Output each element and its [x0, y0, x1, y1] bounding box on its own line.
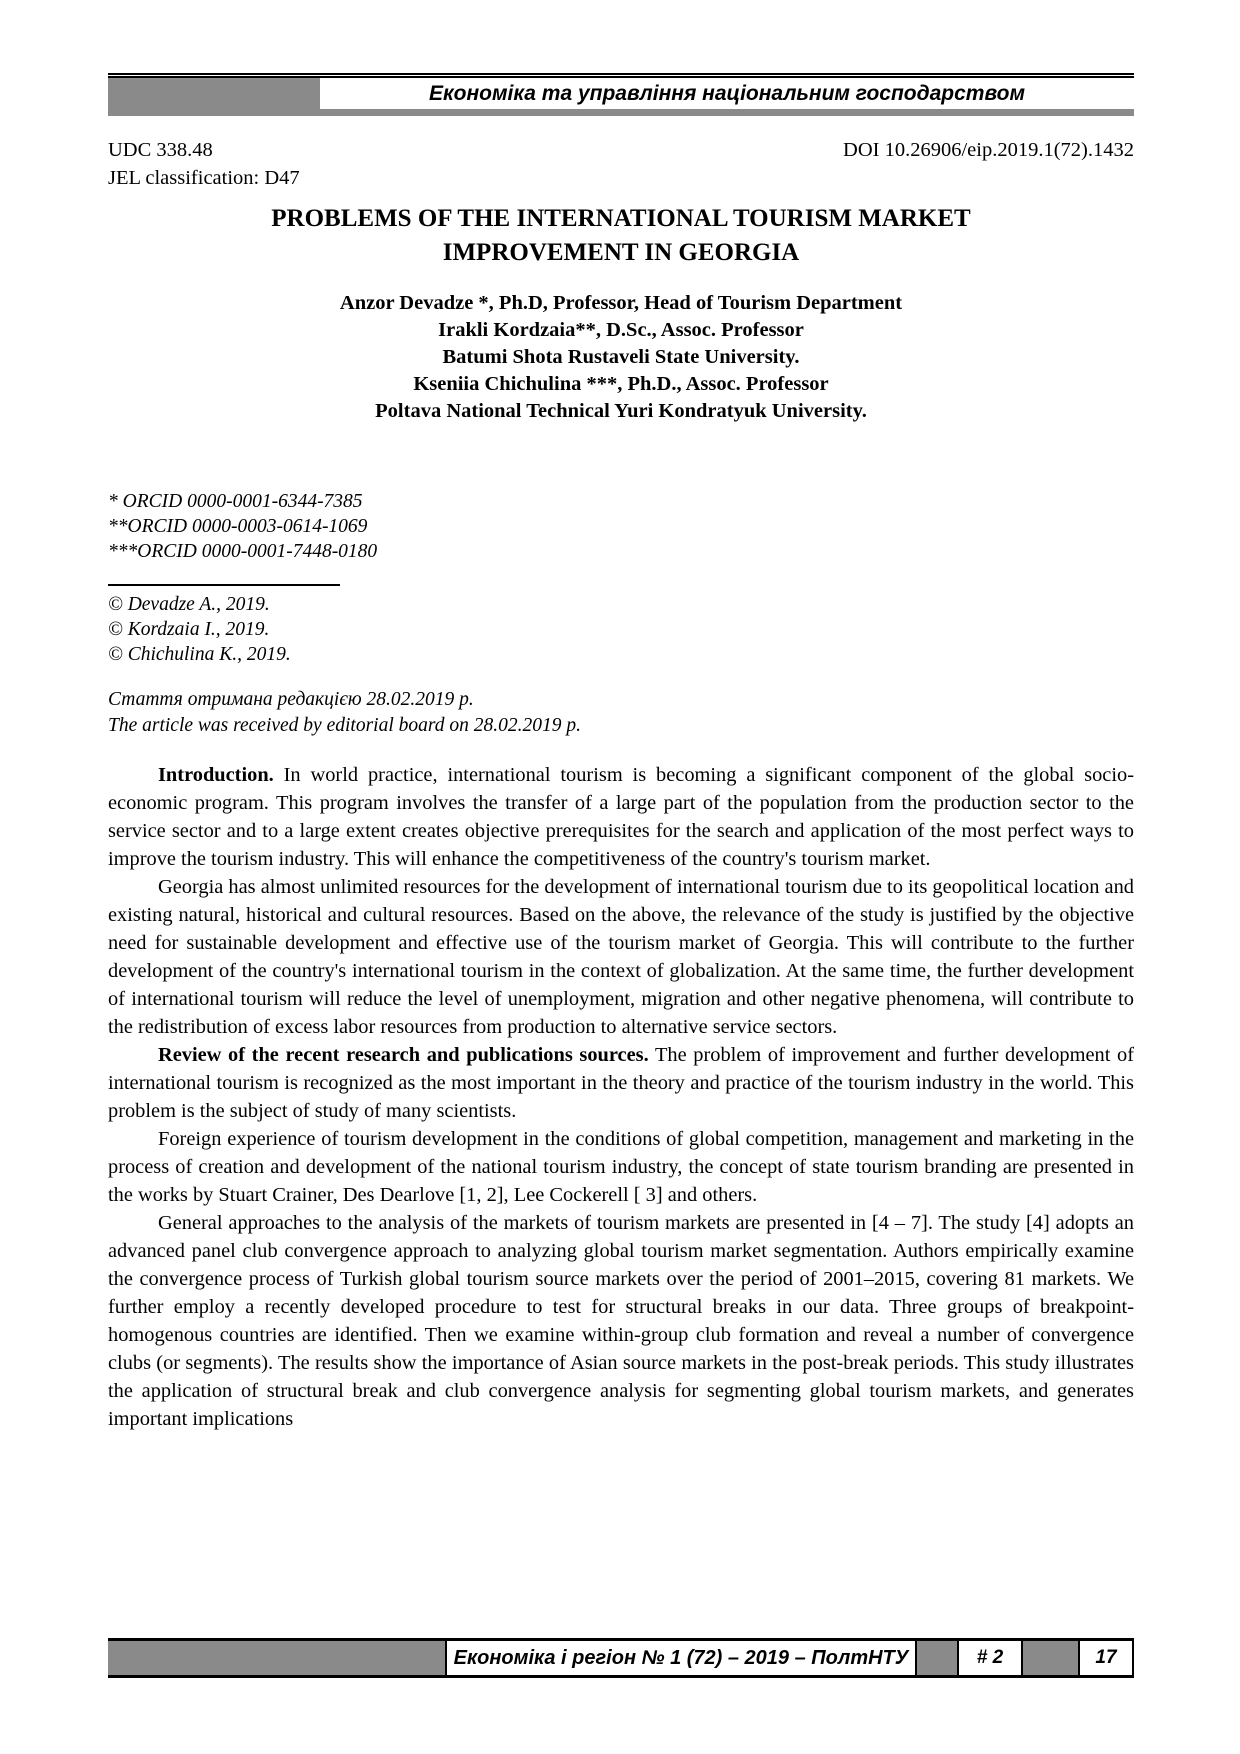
author-affiliation: Batumi Shota Rustaveli State University.: [442, 346, 800, 368]
author-line: Anzor Devadze *, Ph.D, Professor, Head of Tourism Department: [339, 292, 903, 314]
article-title-line1: PROBLEMS OF THE INTERNATIONAL TOURISM MARKET: [271, 205, 971, 232]
author-affiliation: Poltava National Technical Yuri Kondratyuk University.: [375, 400, 867, 422]
received-date-uk: Стаття отримана редакцією 28.02.2019 р.: [108, 689, 474, 710]
paragraph-text: In world practice, international tourism is becoming a significant component of the global socio-economic program. This program involves the transfer of a large part of the population from the production sector to the service sector and to a large extent creates objective prerequisites for the search and application of the most perfect ways to improve the tourism industry. This will enhance the competitiveness of the country's tourism market.: [108, 764, 1134, 870]
paragraph-lead: Review of the recent research and publications sources.: [158, 1044, 649, 1066]
authors-block: [108, 290, 1134, 425]
section-title: Економіка та управління національним господарством: [429, 82, 1025, 105]
copyright-block: [108, 592, 1134, 667]
paragraph-introduction: [108, 761, 1134, 873]
doi: DOI 10.26906/eip.2019.1(72).1432: [843, 139, 1134, 161]
jel-classification: JEL classification: D47: [108, 167, 300, 189]
footer-gray-spacer: [917, 1641, 957, 1675]
paragraph: [108, 873, 1134, 1041]
author-line: Irakli Kordzaia**, D.Sc., Assoc. Professor: [438, 319, 804, 341]
orcid-line: ***ORCID 0000-0001-7448-0180: [108, 541, 378, 562]
paragraph-lead: Introduction.: [158, 764, 274, 786]
received-date-en: The article was received by editorial board on 28.02.2019 р.: [108, 715, 581, 736]
footer-journal-title: Економіка і регіон № 1 (72) – 2019 – ПолтНТУ: [445, 1641, 917, 1675]
footer-page-number: 17: [1078, 1641, 1134, 1675]
paragraph-text: General approaches to the analysis of the markets of tourism markets are presented in [4 – 7]. The study [4] adopts an advanced panel club convergence approach to analyzing global tourism market segmentation. Authors empirically examine the convergence process of Turkish global tourism source markets over the period of 2001–2015, covering 81 markets. We further employ a recently developed procedure to test for structural breaks in our data. Three groups of breakpoint-homogenous countries are identified. Then we examine within-group club formation and reveal a number of convergence clubs (or segments). The results show the importance of Asian source markets in the post-break periods. This study illustrates the application of structural break and club convergence analysis for segmenting global tourism markets, and generates important implications: [108, 1212, 1134, 1430]
header-gray-block: [108, 78, 320, 109]
udc-code: UDC 338.48: [108, 139, 213, 161]
paragraph-text: The problem of improvement and further development of international tourism is recognized as the most important in the theory and practice of the tourism industry in the world. This problem is the subject of study of many scientists.: [108, 1044, 1135, 1122]
running-head: [108, 73, 1134, 116]
received-block: [108, 687, 1134, 739]
paragraph-review: [108, 1041, 1134, 1125]
running-head-band: [108, 78, 1134, 109]
copyright-line: © Chichulina K., 2019.: [108, 644, 291, 665]
article-body: [108, 761, 1134, 1433]
footer-gray-spacer: [1023, 1641, 1078, 1675]
page-footer: [108, 1638, 1134, 1678]
orcid-line: **ORCID 0000-0003-0614-1069: [108, 516, 368, 537]
classification-block: [108, 136, 300, 192]
header-gray-rule: [108, 109, 1134, 116]
article-title-line2: IMPROVEMENT IN GEORGIA: [442, 239, 800, 266]
copyright-line: © Devadze A., 2019.: [108, 594, 270, 615]
paragraph: [108, 1125, 1134, 1209]
author-line: Kseniia Chichulina ***, Ph.D., Assoc. Professor: [413, 373, 829, 395]
paragraph-text: Foreign experience of tourism development in the conditions of global competition, management and marketing in the process of creation and development of the national tourism industry, the concept of state tourism branding are presented in the works by Stuart Crainer, Des Dearlove [1, 2], Lee Cockerell [ 3] and others.: [108, 1128, 1134, 1206]
paragraph: [108, 1209, 1134, 1433]
paragraph-text: Georgia has almost unlimited resources for the development of international tourism due to its geopolitical location and existing natural, historical and cultural resources. Based on the above, the relevance of the study is justified by the objective need for sustainable development and effective use of the tourism market of Georgia. This will contribute to the further development of the country's international tourism in the context of globalization. At the same time, the further development of international tourism will reduce the level of unemployment, migration and other negative phenomena, will contribute to the redistribution of excess labor resources from production to alternative service sectors.: [108, 876, 1134, 1038]
footnote-rule: [108, 584, 340, 586]
footer-gray-block: [108, 1641, 445, 1675]
article-title: [108, 202, 1134, 270]
meta-row: [108, 136, 1134, 192]
orcid-block: [108, 489, 1134, 564]
copyright-line: © Kordzaia I., 2019.: [108, 619, 270, 640]
orcid-line: * ORCID 0000-0001-6344-7385: [108, 491, 363, 512]
footer-issue-number: # 2: [957, 1641, 1023, 1675]
